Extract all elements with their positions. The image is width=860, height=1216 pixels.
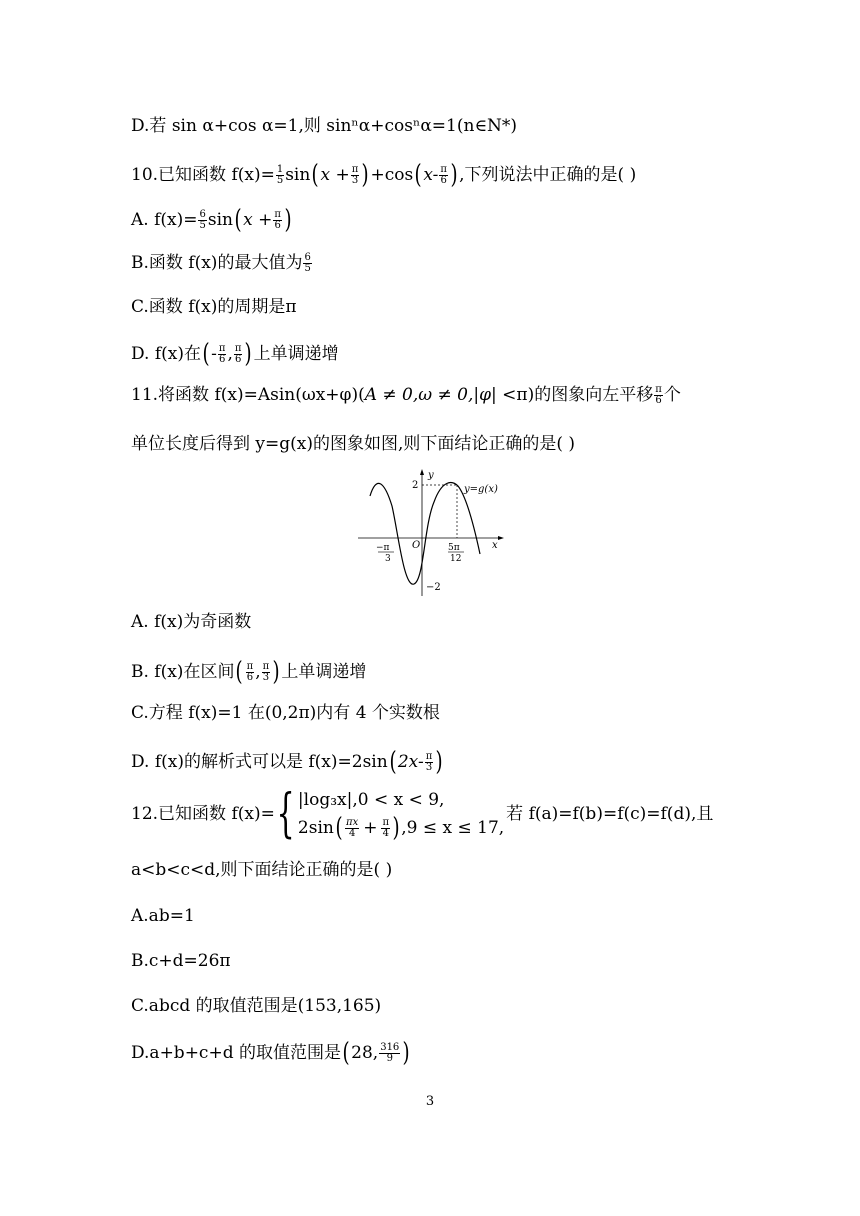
fraction: $\frac{\pi}{6}$ [274,208,281,231]
text: sin [207,209,233,230]
curve-g [370,483,480,585]
case-1: |log₃x|,0 < x < 9, [297,790,445,810]
text: D.若 sin α+cos α=1,则 sinⁿα+cosⁿα=1(n∈N*) [131,116,518,136]
option-11c [131,705,440,722]
text: 个 [663,385,681,405]
y-axis-arrow [420,469,424,475]
label-x: x [492,540,498,551]
fraction: $\frac{\pi}{6}$ [440,163,447,186]
fraction: $\frac{\pi}{6}$ [218,342,226,365]
text: 2x- [397,751,424,772]
text: A ≠ 0,ω ≠ 0,|φ| < [364,385,517,405]
text: A.ab=1 [131,906,195,926]
fraction: $\frac{\pi}{3}$ [425,750,433,773]
fraction: $\frac{1}{5}$ [276,163,284,186]
text: a<b<c<d,则下面结论正确的是( ) [131,860,393,880]
label-5pi: 5π [448,543,460,553]
label-neg2: −2 [426,582,441,593]
text: B.函数 f(x)的最大值为 [131,253,303,273]
text: π)的图象向左平移 [516,385,654,405]
option-12d: D.a+b+c+d 的取值范围是 ( 28, $\frac{316}{9}$ ) [131,1038,410,1068]
text: 单位长度后得到 y=g(x)的图象如图,则下面结论正确的是( ) [131,434,576,454]
fraction: $\frac{316}{9}$ [380,1041,400,1064]
fraction: $\frac{6}{5}$ [304,252,311,274]
text: x- [423,164,439,185]
text: D. f(x)在 [131,343,201,364]
option-10b [131,253,313,274]
function-graph [352,466,512,602]
text: ,下列说法中正确的是( ) [459,164,637,185]
label-g: y=g(x) [464,484,498,495]
option-11b: B. f(x)在区间 ( $\frac{\pi}{6}$ , $\frac{\pi}{3}$ ) 上单调递增 [131,657,367,687]
piecewise [298,786,504,842]
option-10c [131,299,297,316]
text: 上单调递增 [281,661,367,682]
fraction: $\frac{\pi}{3}$ [351,163,359,186]
option-11a [131,614,251,631]
text: B. f(x)在区间 [131,661,235,682]
option-11d: D. f(x)的解析式可以是 f(x)=2sin ( 2x- $\frac{\pi}{3}$ ) [131,747,443,777]
label-y: y [428,470,434,481]
label-2: 2 [412,480,419,491]
text: 若 f(a)=f(b)=f(c)=f(d),且 [506,803,714,824]
question-10: 10.已知函数 f(x)= $\frac{1}{5}$ sin ( x + $\frac{\pi}{3}$ ) +cos ( x- $\frac{\pi}{6}$ ) ,下列说法中正确的是( ) [131,160,637,190]
question-11 [131,385,681,406]
question-12-cont [131,862,392,879]
label-3: 3 [385,554,391,564]
question-12: 12.已知函数 f(x)= { |log₃x|,0 < x < 9, 2sin ( $\frac{\pi x}{4}$ + $\frac{\pi}{4}$ ) ,9 ≤ x ≤ 17, 若 f(a)=f(b)=f(c)=f(d),且 [131,784,714,844]
text: D.a+b+c+d 的取值范围是 [131,1042,341,1063]
text: A. f(x)= [131,209,198,230]
fraction: $\frac{6}{5}$ [199,208,206,231]
page-number: 3 [425,1094,435,1109]
option-12c [131,998,381,1015]
option-10d: D. f(x)在 ( - $\frac{\pi}{6}$ , $\frac{\pi}{6}$ ) 上单调递增 [131,339,339,369]
label-neg-pi: −π [376,543,390,553]
text: 12.已知函数 f(x)= [131,803,275,824]
label-origin: O [412,540,421,551]
text: 上单调递增 [253,343,339,364]
label-12: 12 [450,554,462,564]
fraction: $\frac{\pi}{6}$ [234,342,242,365]
option-9d [131,118,517,135]
text: x + [243,209,273,230]
question-11-cont [131,436,575,453]
text: 11.将函数 f(x)=Asin(ωx+φ)( [131,385,365,405]
text: C.方程 f(x)=1 在(0,2π)内有 4 个实数根 [131,703,440,723]
text: C.abcd 的取值范围是(153,165) [131,996,382,1016]
option-10a: A. f(x)= $\frac{6}{5}$ sin ( x + $\frac{\pi}{6}$ ) [131,205,292,235]
fraction: $\frac{\pi}{6}$ [246,660,254,683]
text: B.c+d=26π [131,951,231,971]
text: x + [320,164,350,185]
option-12b [131,953,231,970]
x-axis-arrow [498,536,504,540]
fraction: $\frac{\pi}{3}$ [262,660,270,683]
text: C.函数 f(x)的周期是π [131,297,297,317]
text: 10.已知函数 f(x)= [131,164,275,185]
text: D. f(x)的解析式可以是 f(x)=2sin [131,751,388,772]
text: A. f(x)为奇函数 [131,612,252,632]
text: +cos [370,164,414,185]
fraction: $\frac{\pi}{6}$ [655,384,662,406]
case-2: 2sin ( $\frac{\pi x}{4}$ + $\frac{\pi}{4}$ ) ,9 ≤ x ≤ 17, [297,813,505,843]
text: sin [285,164,311,185]
option-12a [131,908,195,925]
